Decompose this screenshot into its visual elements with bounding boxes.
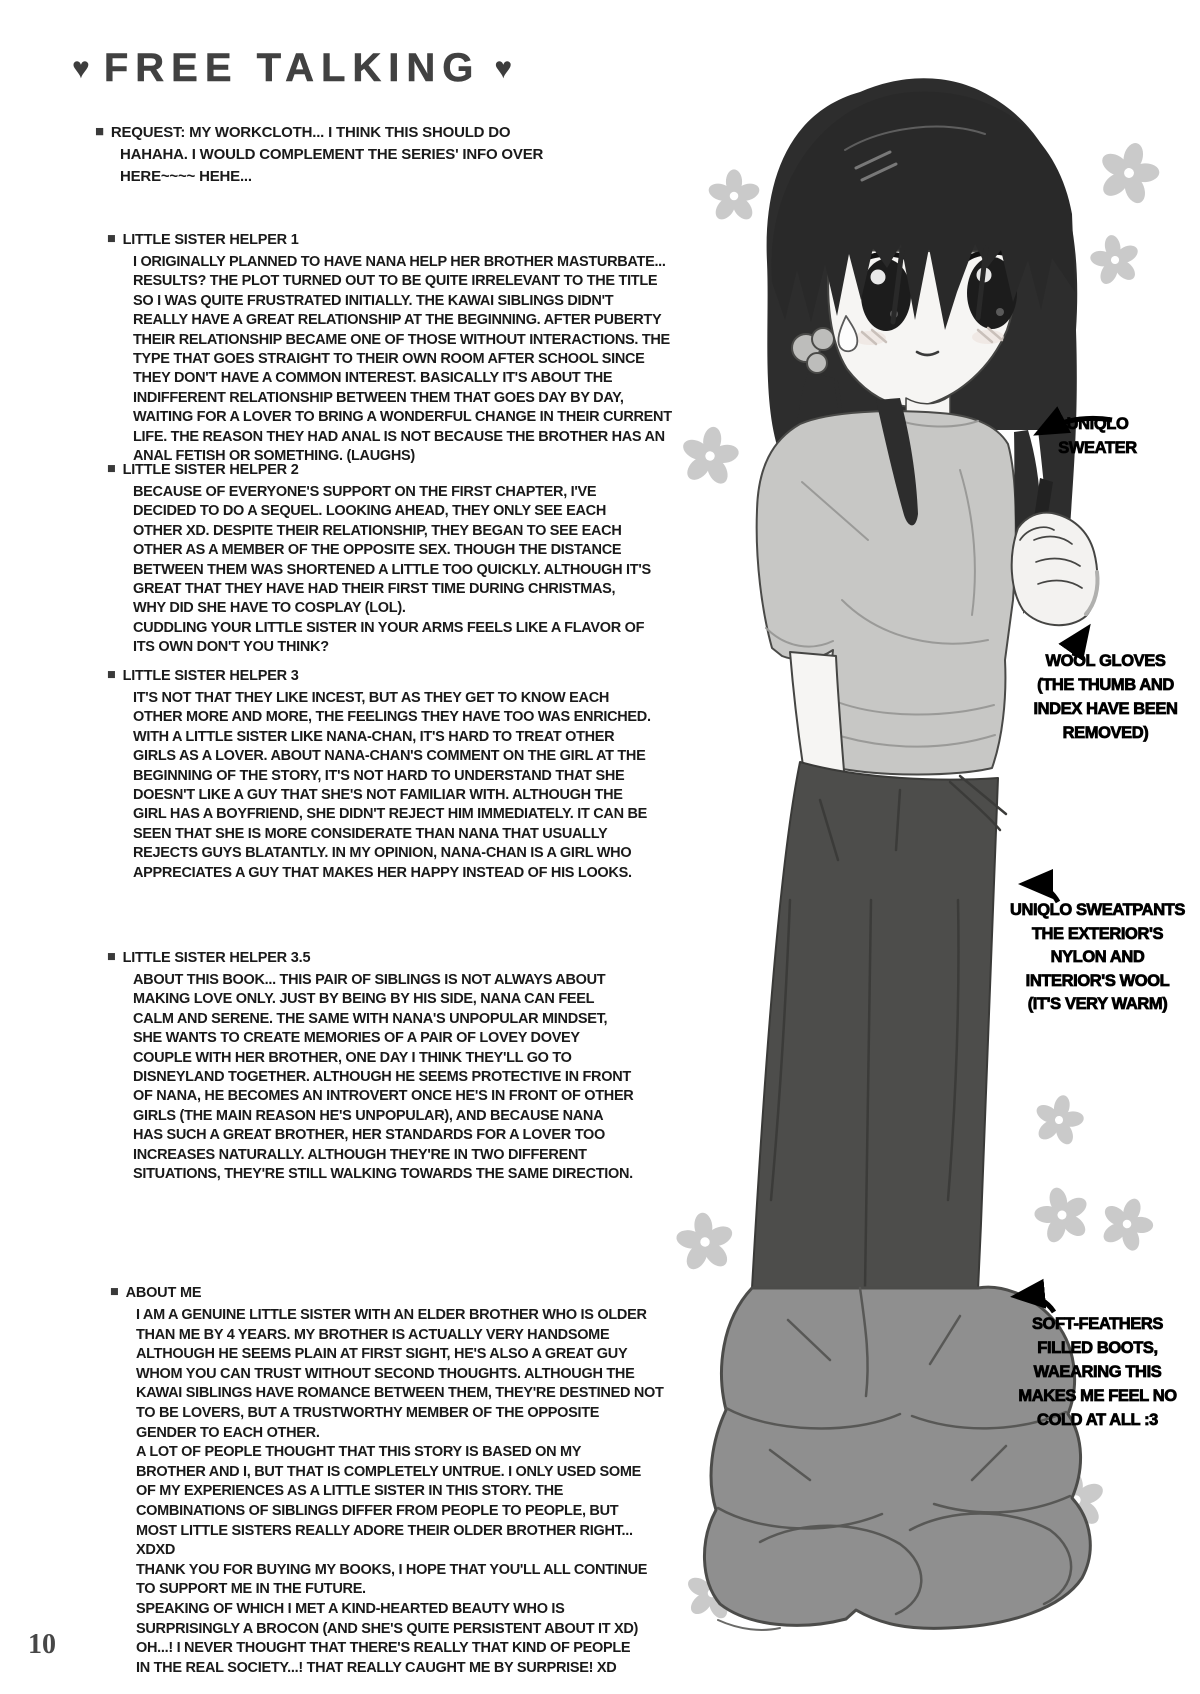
text-line: WHY DID SHE HAVE TO COSPLAY (LOL). (133, 600, 406, 617)
text-line: THEY DON'T HAVE A COMMON INTEREST. BASICALLY IT'S ABOUT THE (133, 370, 613, 387)
square-bullet-icon: ■ (107, 461, 116, 477)
annotation-line: MAKES ME FEEL NO (1018, 1387, 1177, 1405)
text-line: TO SUPPORT ME IN THE FUTURE. (136, 1581, 366, 1598)
square-bullet-icon: ■ (107, 949, 116, 965)
square-bullet-icon: ■ (95, 123, 104, 140)
text-line: INCREASES NATURALLY. ALTHOUGH THEY'RE IN TWO DIFFERENT (133, 1146, 587, 1163)
square-bullet-icon: ■ (110, 1284, 119, 1300)
text-line: A LOT OF PEOPLE THOUGHT THAT THIS STORY IS BASED ON MY (136, 1444, 582, 1461)
text-line: OTHER MORE AND MORE, THE FEELINGS THEY HAVE TOO WAS ENRICHED. (133, 709, 651, 726)
annotation-line: WAEARING THIS (1033, 1363, 1162, 1381)
request-line: HAHAHA. I WOULD COMPLEMENT THE SERIES' INFO OVER (120, 146, 544, 163)
square-bullet-icon: ■ (107, 667, 116, 683)
text-line: REJECTS GUYS BLATANTLY. IN MY OPINION, NANA-CHAN IS A GIRL WHO (133, 845, 632, 862)
text-line: IT'S NOT THAT THEY LIKE INCEST, BUT AS THEY GET TO KNOW EACH (133, 690, 610, 706)
text-line: GIRLS (THE MAIN REASON HE'S UNPOPULAR), AND BECAUSE NANA (133, 1107, 604, 1124)
text-line: ABOUT THIS BOOK... THIS PAIR OF SIBLINGS IS NOT ALWAYS ABOUT (133, 972, 606, 988)
text-line: CALM AND SERENE. THE SAME WITH NANA'S UNPOPULAR MINDSET, (133, 1010, 608, 1027)
text-line: DECIDED TO DO A SEQUEL. LOOKING AHEAD, THEY ONLY SEE EACH (133, 503, 607, 520)
text-line: ANAL FETISH OR SOMETHING. (LAUGHS) (133, 447, 415, 464)
annotation-line: UNIQLO SWEATPANTS (1010, 901, 1185, 919)
annotation-wool-gloves (1008, 649, 1200, 745)
text-line: THANK YOU FOR BUYING MY BOOKS, I HOPE THAT YOU'LL ALL CONTINUE (136, 1561, 648, 1578)
section-header: ■ LITTLE SISTER HELPER 1 (107, 231, 299, 248)
annotation-line: FILLED BOOTS, (1037, 1339, 1158, 1357)
text-line: COMBINATIONS OF SIBLINGS DIFFER FROM PEOPLE TO PEOPLE, BUT (136, 1502, 619, 1519)
section-about-me (110, 1285, 664, 1678)
shirt (757, 411, 1016, 774)
text-line: KAWAI SIBLINGS HAVE ROMANCE BETWEEN THEM, THEY'RE DESTINED NOT (136, 1385, 664, 1402)
text-line: BEGINNING OF THE STORY, IT'S NOT HARD TO UNDERSTAND THAT SHE (133, 767, 625, 784)
text-line: I AM A GENUINE LITTLE SISTER WITH AN ELDER BROTHER WHO IS OLDER (136, 1307, 647, 1323)
text-line: GIRLS AS A LOVER. ABOUT NANA-CHAN'S COMMENT ON THE GIRL AT THE (133, 748, 646, 765)
heart-icon: ♥ (494, 51, 513, 85)
annotation-line: REMOVED) (1062, 724, 1149, 742)
heart-icon: ♥ (72, 51, 90, 85)
annotation-line: THE EXTERIOR'S (1031, 924, 1164, 943)
request-note (95, 122, 543, 188)
text-line: GREAT THAT THEY HAVE HAD THEIR FIRST TIME DURING CHRISTMAS, (133, 580, 616, 597)
text-line: GENDER TO EACH OTHER. (136, 1424, 320, 1441)
text-line: INDIFFERENT RELATIONSHIP BETWEEN THEM THAT GOES DAY BY DAY, (133, 389, 624, 406)
text-line: SHE WANTS TO CREATE MEMORIES OF A PAIR OF LOVEY DOVEY (133, 1030, 580, 1047)
text-line: SO I WAS QUITE FRUSTRATED INITIALLY. THE KAWAI SIBLINGS DIDN'T (133, 292, 614, 309)
text-line: COUPLE WITH HER BROTHER, ONE DAY I THINK THEY'LL GO TO (133, 1049, 572, 1066)
section-little-sister-helper-1 (107, 232, 672, 466)
text-line: CUDDLING YOUR LITTLE SISTER IN YOUR ARMS FEELS LIKE A FLAVOR OF (133, 619, 645, 636)
text-line: WITH A LITTLE SISTER LIKE NANA-CHAN, IT'S HARD TO TREAT OTHER (133, 728, 615, 745)
text-line: DISNEYLAND TOGETHER. ALTHOUGH HE SEEMS PROTECTIVE IN FRONT (133, 1068, 631, 1085)
section-header: ■ LITTLE SISTER HELPER 3 (107, 667, 299, 684)
text-line: WAITING FOR A LOVER TO BRING A WONDERFUL CHANGE IN THEIR CURRENT (133, 409, 672, 426)
page-title (72, 46, 512, 91)
text-line: DOESN'T LIKE A GUY THAT SHE'S NOT FAMILIAR WITH. ALTHOUGH THE (133, 786, 623, 803)
request-line: HERE~~~~ HEHE... (120, 168, 252, 185)
text-line: IN THE REAL SOCIETY...! THAT REALLY CAUGHT ME BY SURPRISE! XD (136, 1659, 617, 1676)
annotation-line: INDEX HAVE BEEN (1033, 700, 1178, 718)
text-line: MAKING LOVE ONLY. JUST BY BEING BY HIS SIDE, NANA CAN FEEL (133, 991, 595, 1008)
text-line: TO BE LOVERS, BUT A TRUSTWORTHY MEMBER OF THE OPPOSITE (136, 1404, 600, 1421)
text-line: SPEAKING OF WHICH I MET A KIND-HEARTED BEAUTY WHO IS (136, 1600, 565, 1617)
section-little-sister-helper-3-5 (107, 950, 633, 1184)
text-line: REALLY HAVE A GREAT RELATIONSHIP AT THE BEGINNING. AFTER PUBERTY (133, 312, 662, 329)
annotation-uniqlo-sweater (1000, 412, 1195, 460)
text-line: BECAUSE OF EVERYONE'S SUPPORT ON THE FIRST CHAPTER, I'VE (133, 484, 597, 500)
text-line: HAS SUCH A GREAT BROTHER, HER STANDARDS FOR A LOVER TOO (133, 1127, 605, 1144)
text-line: MOST LITTLE SISTERS REALLY ADORE THEIR OLDER BROTHER RIGHT... (136, 1522, 633, 1539)
annotation-line: UNIQLO (1066, 415, 1129, 433)
text-line: LIFE. THE REASON THEY HAD ANAL IS NOT BECAUSE THE BROTHER HAS AN (133, 428, 665, 445)
text-line: ALTHOUGH HE SEEMS PLAIN AT FIRST SIGHT, HE'S ALSO A GREAT GUY (136, 1346, 628, 1363)
text-line: OTHER AS A MEMBER OF THE OPPOSITE SEX. THOUGH THE DISTANCE (133, 542, 622, 559)
text-line: OF NANA, HE BECOMES AN INTROVERT ONCE HE'S IN FRONT OF OTHER (133, 1088, 634, 1105)
text-line: ITS OWN DON'T YOU THINK? (133, 639, 329, 656)
text-line: OF MY EXPERIENCES AS A LITTLE SISTER IN THIS STORY. THE (136, 1483, 564, 1500)
text-line: THAN ME BY 4 YEARS. MY BROTHER IS ACTUALLY VERY HANDSOME (136, 1326, 610, 1343)
annotation-line: NYLON AND (1050, 948, 1145, 966)
text-line: BROTHER AND I, BUT THAT IS COMPLETELY UNTRUE. I ONLY USED SOME (136, 1463, 642, 1480)
pants (752, 762, 998, 1290)
text-line: I ORIGINALLY PLANNED TO HAVE NANA HELP HER BROTHER MASTURBATE... (133, 254, 666, 270)
section-header: ■ ABOUT ME (110, 1284, 202, 1301)
text-line: SITUATIONS, THEY'RE STILL WALKING TOWARDS THE SAME DIRECTION. (133, 1165, 633, 1182)
annotation-line: (THE THUMB AND (1037, 676, 1174, 694)
text-line: SEEN THAT SHE IS MORE CONSIDERATE THAN NANA THAT USUALLY (133, 825, 608, 842)
annotation-boots (1000, 1312, 1195, 1432)
text-line: RESULTS? THE PLOT TURNED OUT TO BE QUITE IRRELEVANT TO THE TITLE (133, 273, 658, 290)
text-line: GIRL HAS A BOYFRIEND, SHE DIDN'T REJECT HIM IMMEDIATELY. IT CAN BE (133, 806, 648, 823)
section-header: ■ LITTLE SISTER HELPER 3.5 (107, 949, 311, 966)
text-line: SURPRISINGLY A BROCON (AND SHE'S QUITE PERSISTENT ABOUT IT XD) (136, 1620, 639, 1637)
text-line: WHOM YOU CAN TRUST WITHOUT SECOND THOUGHTS. ALTHOUGH THE (136, 1365, 635, 1382)
annotation-line: INTERIOR'S WOOL (1025, 971, 1170, 990)
text-line: APPRECIATES A GUY THAT MAKES HER HAPPY INSTEAD OF HIS LOOKS. (133, 864, 632, 881)
text-line: THEIR RELATIONSHIP BECAME ONE OF THOSE WITHOUT INTERACTIONS. THE (133, 331, 670, 348)
annotation-line: SOFT-FEATHERS (1031, 1315, 1164, 1333)
annotation-uniqlo-sweatpants (1000, 899, 1195, 1017)
page-number: 10 (28, 1629, 56, 1660)
text-line: BETWEEN THEM WAS SHORTENED A LITTLE TOO QUICKLY. ALTHOUGH IT'S (133, 561, 651, 578)
annotation-line: (IT'S VERY WARM) (1027, 995, 1168, 1013)
text-line: XDXD (136, 1542, 176, 1559)
annotation-line: SWEATER (1058, 439, 1137, 457)
section-header: ■ LITTLE SISTER HELPER 2 (107, 461, 299, 478)
annotation-line: WOOL GLOVES (1045, 652, 1166, 670)
text-line: TYPE THAT GOES STRAIGHT TO THEIR OWN ROOM AFTER SCHOOL SINCE (133, 350, 645, 367)
text-line: OH...! I NEVER THOUGHT THAT THERE'S REALLY THAT KIND OF PEOPLE (136, 1640, 631, 1657)
section-little-sister-helper-2 (107, 462, 651, 658)
annotation-line: COLD AT ALL :3 (1037, 1411, 1158, 1429)
section-little-sister-helper-3 (107, 668, 651, 883)
text-line: OTHER XD. DESPITE THEIR RELATIONSHIP, THEY BEGAN TO SEE EACH (133, 522, 622, 539)
page-title-text: FREE TALKING (103, 46, 481, 90)
request-line: ■ REQUEST: MY WORKCLOTH... I THINK THIS SHOULD DO (95, 123, 511, 141)
square-bullet-icon: ■ (107, 231, 116, 247)
